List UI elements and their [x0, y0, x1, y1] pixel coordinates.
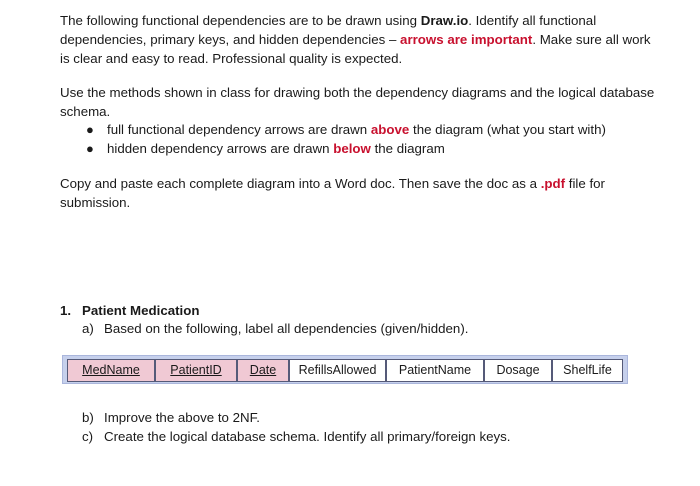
question-heading: [60, 301, 199, 320]
bullet-emphasis: above: [370, 122, 410, 137]
sub-question-b: [82, 408, 260, 427]
p1-text-1: The following functional dependencies are to be drawn using: [60, 13, 421, 28]
sub-question-c: [82, 427, 511, 446]
bullet-icon: ●: [86, 122, 94, 137]
pdf-extension: .pdf: [540, 176, 566, 191]
p1-text-3: . Make sure all work is clear and easy to read. Professional quality is expected.: [60, 32, 651, 66]
sub-text: Create the logical database schema. Identify all primary/foreign keys.: [104, 429, 511, 444]
attribute-cell-medname: MedName: [67, 359, 155, 382]
sub-label: c): [82, 429, 94, 444]
p1-text-2: . Identify all functional dependencies, primary keys, and hidden dependencies –: [60, 13, 597, 47]
sub-question-a: [82, 319, 468, 338]
sub-label: a): [82, 321, 94, 336]
attribute-cell-dosage: Dosage: [484, 359, 552, 382]
sub-text: Based on the following, label all dependencies (given/hidden).: [104, 321, 469, 336]
attribute-cell-shelflife: ShelfLife: [552, 359, 623, 382]
sub-label: b): [82, 410, 94, 425]
bullet-text: the diagram (what you start with): [409, 122, 606, 137]
bullet-text: hidden dependency arrows are drawn: [107, 141, 334, 156]
bullet-list: [60, 120, 660, 158]
table-row: [67, 359, 623, 382]
methods-paragraph: Use the methods shown in class for drawing both the dependency diagrams and the logical database schema.: [60, 85, 655, 119]
tool-name: Draw.io: [420, 13, 469, 28]
relation-table: [62, 355, 628, 384]
sub-text: Improve the above to 2NF.: [104, 410, 260, 425]
bullet-text: full functional dependency arrows are drawn: [107, 122, 371, 137]
p3-text-1: Copy and paste each complete diagram into a Word doc. Then save the doc as a: [60, 176, 541, 191]
emphasis-arrows: arrows are important: [400, 32, 533, 47]
attribute-cell-date: Date: [237, 359, 289, 382]
bullet-item: [60, 120, 660, 139]
bullet-item: [60, 139, 660, 158]
instructions-paragraph: [60, 11, 660, 68]
p3-text-2: file for submission.: [60, 176, 605, 210]
bullet-text: the diagram: [370, 141, 445, 156]
attribute-cell-patientname: PatientName: [386, 359, 484, 382]
bullet-icon: ●: [86, 141, 94, 156]
bullet-emphasis: below: [333, 141, 371, 156]
attribute-cell-patientid: PatientID: [155, 359, 237, 382]
submission-paragraph: [60, 174, 660, 212]
question-title: Patient Medication: [82, 303, 200, 318]
question-number: 1.: [60, 303, 72, 318]
attribute-cell-refillsallowed: RefillsAllowed: [289, 359, 386, 382]
